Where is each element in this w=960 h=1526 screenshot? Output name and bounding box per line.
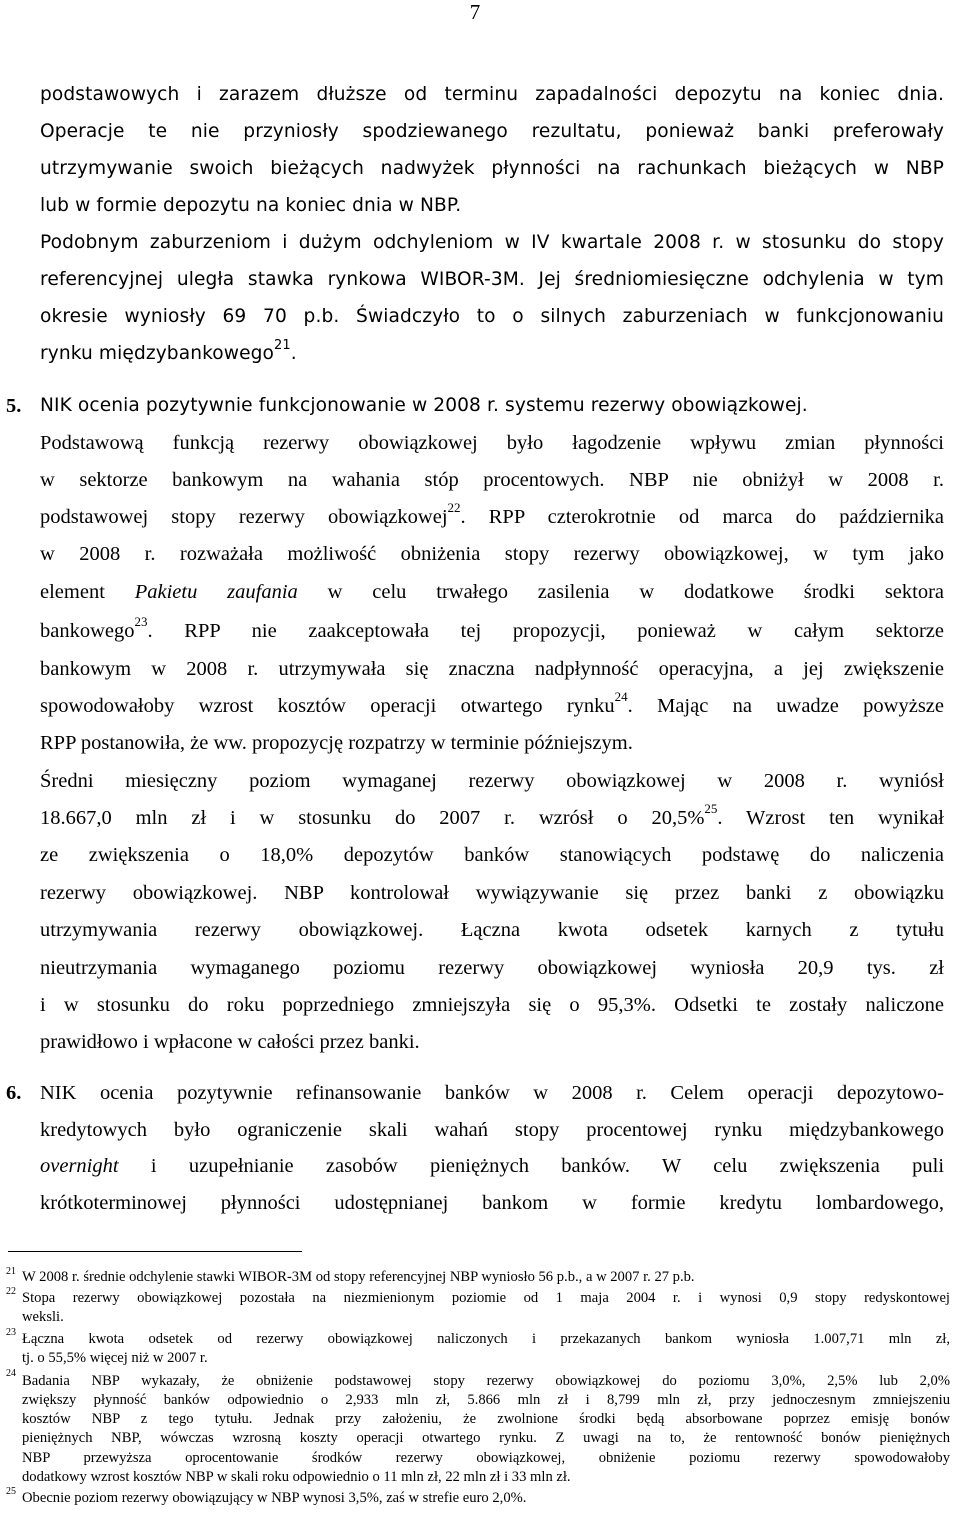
footnote-ref: 23: [134, 614, 148, 630]
paragraph-line: Operacje te nie przyniosły spodziewanego rezultatu, ponieważ banki preferowały: [40, 121, 944, 142]
paragraph-line: [40, 1153, 944, 1179]
italic-text: Pakietu zaufania: [134, 581, 298, 603]
footnote-line: weksli.: [22, 1309, 64, 1325]
text-run: . Mając na uwadze powyższe: [627, 695, 944, 717]
paragraph-line: [40, 801, 945, 831]
paragraph-line: kredytowych było ograniczenie skali wahań stopy procentowej rynku międzybankowego: [40, 1119, 944, 1141]
paragraph-line: krótkoterminowej płynności udostępnianej bankom w formie kredytu lombardowego,: [40, 1192, 944, 1214]
text-run: i uzupełnianie zasobów pieniężnych banków. W celu zwiększenia puli: [150, 1155, 945, 1177]
footnote-line: Stopa rezerwy obowiązkowej pozostała na niezmienionym poziomie od 1 maja 2004 r. i wynosi 0,9 stopy redyskontowej: [22, 1290, 950, 1306]
paragraph-line: rezerwy obowiązkowej. NBP kontrolował wywiązywanie się przez banki z obowiązku: [40, 882, 944, 904]
text-run: . RPP czterokrotnie od marca do października: [460, 506, 944, 528]
text-run: bankowego: [40, 620, 135, 642]
text-run: 18.667,0 mln zł i w stosunku do 2007 r. wzrósł o 20,5%: [40, 807, 705, 829]
footnote-line: kosztów NBP z tego tytułu. Jednak przy założeniu, że zwolnione środki będą absorbowane poprzez emisję bonów: [22, 1411, 950, 1427]
text-run: w celu trwałego zasilenia w dodatkowe środki sektora: [327, 581, 945, 603]
paragraph-line: i w stosunku do roku poprzedniego zmniejszyła się o 95,3%. Odsetki te zostały naliczone: [40, 994, 944, 1016]
section-heading-line: NIK ocenia pozytywnie refinansowanie banków w 2008 r. Celem operacji depozytowo-: [40, 1082, 944, 1104]
paragraph-line: podstawowych i zarazem dłuższe od terminu zapadalności depozytu na koniec dnia.: [40, 84, 944, 105]
paragraph-line: referencyjnej uległa stawka rynkowa WIBOR-3M. Jej średniomiesięczne odchylenia w tym: [40, 269, 944, 290]
section-number: 6.: [6, 1082, 22, 1104]
paragraph-line: [40, 500, 944, 530]
text-run: . Wzrost ten wynikał: [717, 807, 945, 829]
paragraph-line: RPP postanowiła, że ww. propozycję rozpatrzy w terminie późniejszym.: [40, 732, 633, 754]
footnote-ref: 22: [447, 500, 461, 516]
text-run: element: [40, 581, 105, 603]
footnote-line: zwiększy płynność banków odpowiednio o 2,933 mln zł, 5.866 mln zł i 8,799 mln zł, przy jednoczesnym zmniejszeniu: [22, 1392, 950, 1408]
paragraph-line: utrzymywanie swoich bieżących nadwyżek płynności na rachunkach bieżących w NBP: [40, 158, 944, 179]
paragraph-line: Podstawową funkcją rezerwy obowiązkowej było łagodzenie wpływu zmian płynności: [40, 432, 944, 454]
paragraph-line: w sektorze bankowym na wahania stóp procentowych. NBP nie obniżył w 2008 r.: [40, 469, 944, 491]
paragraph-line: Średni miesięczny poziom wymaganej rezerwy obowiązkowej w 2008 r. wyniósł: [40, 770, 944, 792]
footnote-line: Łączna kwota odsetek od rezerwy obowiązkowej naliczonych i przekazanych bankom wyniosła 1.007,71 mln zł,: [22, 1331, 950, 1347]
paragraph-line: Podobnym zaburzeniom i dużym odchyleniom w IV kwartale 2008 r. w stosunku do stopy: [40, 232, 944, 253]
footnote-line: NBP przewyższa oprocentowanie środków rezerwy obowiązkowej, obniżenie poziomu rezerwy spowodowałoby: [22, 1450, 950, 1466]
footnote-ref: 24: [614, 689, 628, 705]
footnote-line: pieniężnych NBP, wówczas wzrosną koszty operacji otwartego rynku. Z uwagi na to, że rentowność bonów pieniężnych: [22, 1430, 950, 1446]
text-run: . RPP nie zaakceptowała tej propozycji, ponieważ w całym sektorze: [147, 620, 944, 642]
paragraph-line: nieutrzymania wymaganego poziomu rezerwy obowiązkowej wyniosła 20,9 tys. zł: [40, 957, 944, 979]
footnote-line: Obecnie poziom rezerwy obowiązujący w NBP wynosi 3,5%, zaś w strefie euro 2,0%.: [22, 1490, 527, 1506]
paragraph-line: [40, 579, 944, 605]
footnote-line: Badania NBP wykazały, że obniżenie podstawowej stopy rezerwy obowiązkowej do poziomu 3,0%, 2,5% lub 2,0%: [22, 1373, 950, 1389]
footnote-line: W 2008 r. średnie odchylenie stawki WIBOR-3M od stopy referencyjnej NBP wyniosło 56 p.b., a w 2007 r. 27 p.b.: [22, 1269, 695, 1285]
paragraph-line: utrzymywania rezerwy obowiązkowej. Łączna kwota odsetek karnych z tytułu: [40, 919, 944, 941]
paragraph-line: prawidłowo i wpłacone w całości przez banki.: [40, 1031, 420, 1053]
paragraph-line: okresie wyniosły 69 70 p.b. Świadczyło to o silnych zaburzeniach w funkcjonowaniu: [40, 306, 944, 327]
section-number: 5.: [6, 395, 22, 417]
footnote-line: tj. o 55,5% więcej niż w 2007 r.: [22, 1350, 208, 1366]
paragraph-line: w 2008 r. rozważała możliwość obniżenia stopy rezerwy obowiązkowej, w tym jako: [40, 543, 944, 565]
footnote-number: 25: [6, 1486, 16, 1497]
footnote-separator: [8, 1251, 302, 1252]
footnote-number: 21: [6, 1266, 16, 1277]
text-run: rynku międzybankowego: [40, 343, 274, 364]
page-number: 7: [469, 0, 481, 24]
footnote-line: dodatkowy wzrost kosztów NBP w skali roku odpowiednio o 11 mln zł, 22 mln zł i 33 mln zł.: [22, 1469, 571, 1485]
footnote-ref: 25: [704, 801, 718, 817]
paragraph-line: bankowym w 2008 r. utrzymywała się znaczna nadpłynność operacyjna, a jej zwiększenie: [40, 658, 944, 680]
text-run: .: [290, 343, 297, 364]
text-run: spowodowałoby wzrost kosztów operacji otwartego rynku: [40, 695, 615, 717]
footnote-ref: 21: [274, 337, 291, 353]
paragraph-line: [40, 689, 944, 719]
paragraph-line: ze zwiększenia o 18,0% depozytów banków stanowiących podstawę do naliczenia: [40, 844, 944, 866]
italic-text: overnight: [40, 1155, 119, 1177]
paragraph-line: [40, 614, 944, 644]
text-run: podstawowej stopy rezerwy obowiązkowej: [40, 506, 448, 528]
footnote-number: 24: [6, 1368, 16, 1379]
section-heading-line: NIK ocenia pozytywnie funkcjonowanie w 2008 r. systemu rezerwy obowiązkowej.: [40, 395, 808, 416]
footnote-number: 22: [6, 1286, 16, 1297]
footnote-number: 23: [6, 1327, 16, 1338]
paragraph-line: lub w formie depozytu na koniec dnia w NBP.: [40, 195, 462, 216]
paragraph-line: [40, 337, 944, 367]
